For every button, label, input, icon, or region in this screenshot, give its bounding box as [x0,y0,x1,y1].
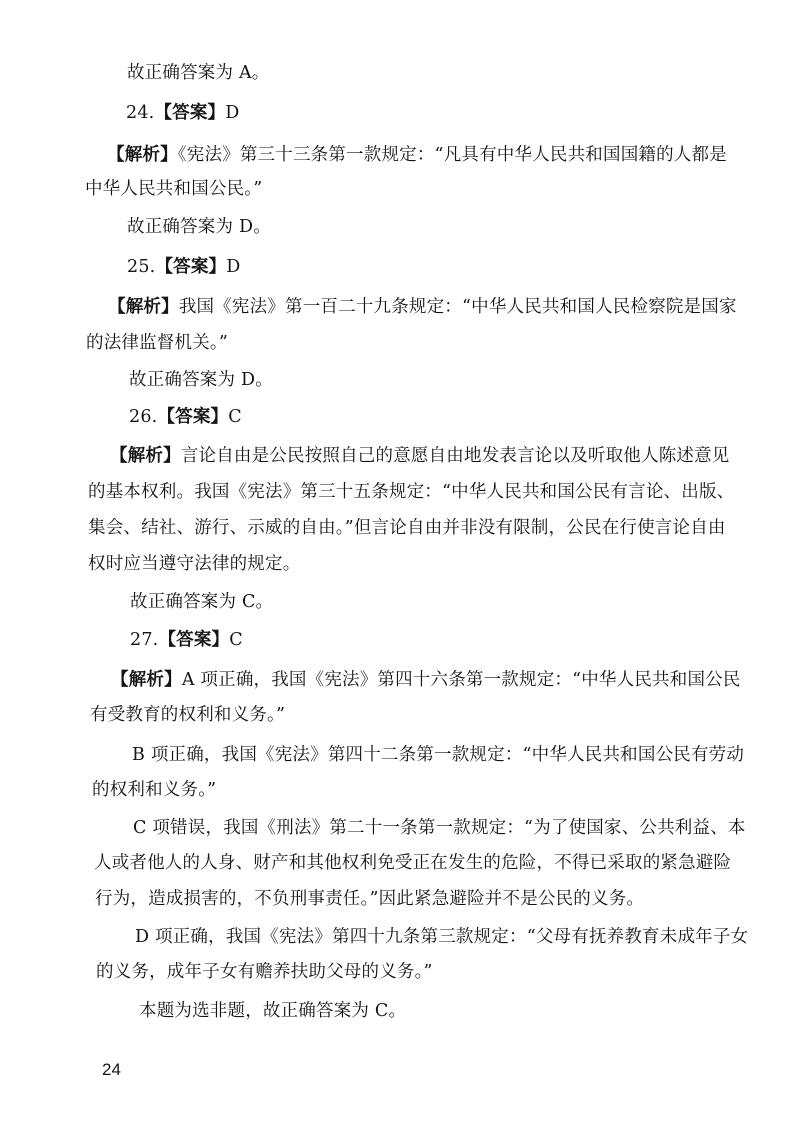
text-line: 集会、结社、游行、示威的自由。”但言论自由并非没有限制，公民在行使言论自由 [88,518,726,538]
analysis-line: 【解析】我国《宪法》第一百二十九条规定：“中华人民共和国人民检察院是国家 [108,297,737,317]
text-line: D 项正确，我国《宪法》第四十九条第三款规定：“父母有抚养教育未成年子女 [135,927,749,947]
answer-heading-26: 26.【答案】C [129,407,242,427]
text-line: C 项错误，我国《刑法》第二十一条第一款规定：“为了使国家、公共利益、本 [133,818,746,838]
text-line: 行为，造成损害的，不负刑事责任。”因此紧急避险并不是公民的义务。 [95,889,645,909]
answer-heading-25: 25.【答案】D [127,257,241,277]
text-line: 故正确答案为 C。 [130,592,274,612]
text-line: 有受教育的权利和义务。” [90,705,286,725]
text-line: 故正确答案为 D。 [129,370,273,390]
page-number: 24 [102,1060,121,1079]
text-line: B 项正确，我国《宪法》第四十二条第一款规定：“中华人民共和国公民有劳动 [132,745,745,765]
text-line: 的基本权利。我国《宪法》第三十五条规定：“中华人民共和国公民有言论、出版、 [88,482,735,502]
text-line: 故正确答案为 D。 [127,217,271,237]
text-line: 权时应当遵守法律的规定。 [88,554,301,574]
analysis-line: 【解析】A 项正确，我国《宪法》第四十六条第一款规定：“中华人民共和国公民 [111,670,741,690]
text-line: 故正确答案为 A。 [127,63,270,83]
text-line: 人或者他人的人身、财产和其他权利免受正在发生的危险，不得已采取的紧急避险 [94,853,732,873]
text-line: 的法律监督机关。” [86,333,228,353]
analysis-line: 【解析】《宪法》第三十三条第一款规定：“凡具有中华人民共和国国籍的人都是 [107,145,727,165]
answer-heading-24: 24.【答案】D [126,103,240,123]
text-line: 本题为选非题，故正确答案为 C。 [139,1001,407,1021]
text-line: 的权利和义务。” [92,780,217,800]
text-line: 中华人民共和国公民。” [85,179,263,199]
answer-heading-27: 27.【答案】C [130,630,243,650]
analysis-line: 【解析】言论自由是公民按照自己的意愿自由地发表言论以及听取他人陈述意见 [110,446,730,466]
text-line: 的义务，成年子女有赡养扶助父母的义务。” [96,962,433,982]
